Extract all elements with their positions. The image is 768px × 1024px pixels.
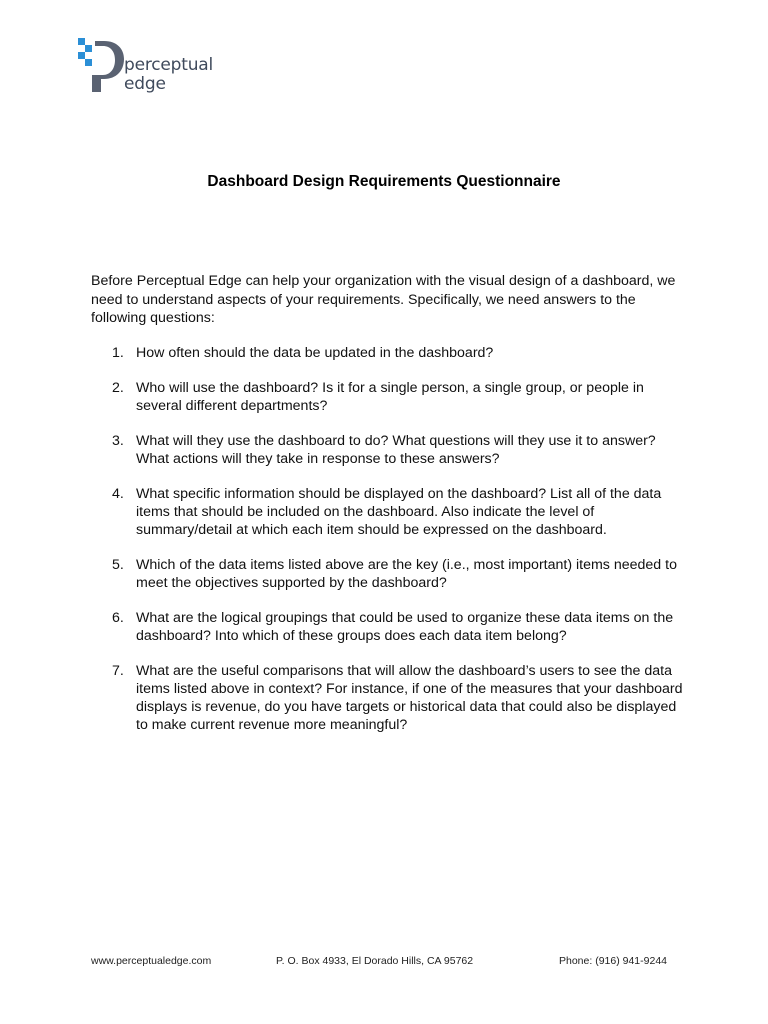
question-text: What will they use the dashboard to do? What questions will they use it to answer? What actions will they take in response to these answers? bbox=[136, 433, 656, 467]
question-text: What are the logical groupings that could be used to organize these data items on the dashboard? Into which of these groups does each data item belong? bbox=[136, 610, 674, 644]
question-item bbox=[91, 344, 691, 362]
intro-paragraph: Before Perceptual Edge can help your organization with the visual design of a dashboard, we need to understand aspects of your requirements. Specifically, we need answers to the following questions: bbox=[91, 273, 676, 326]
question-number: 4. bbox=[112, 486, 124, 502]
question-item bbox=[91, 662, 691, 734]
question-item bbox=[91, 485, 691, 539]
question-item bbox=[91, 379, 691, 415]
question-list bbox=[91, 344, 691, 751]
question-item bbox=[91, 609, 691, 645]
footer-address: P. O. Box 4933, El Dorado Hills, CA 95762 bbox=[276, 955, 474, 967]
company-logo bbox=[78, 38, 218, 98]
question-number: 3. bbox=[112, 433, 124, 449]
page-footer bbox=[0, 955, 768, 969]
logo-line-1: perceptual bbox=[124, 55, 214, 75]
footer-website: www.perceptualedge.com bbox=[91, 955, 212, 967]
question-number: 7. bbox=[112, 663, 124, 679]
question-item bbox=[91, 432, 691, 468]
question-text: What specific information should be displayed on the dashboard? List all of the data items that should be included on the dashboard. Also indicate the level of summary/detail at which each item should be expressed on the dashboard. bbox=[136, 486, 662, 538]
question-text: Which of the data items listed above are the key (i.e., most important) items needed to meet the objectives supported by the dashboard? bbox=[136, 557, 677, 591]
question-text: How often should the data be updated in the dashboard? bbox=[136, 345, 494, 361]
question-number: 5. bbox=[112, 557, 124, 573]
logo-wordmark bbox=[124, 56, 213, 94]
question-number: 1. bbox=[112, 345, 124, 361]
perceptual-edge-logo-icon bbox=[78, 38, 124, 94]
logo-line-2: edge bbox=[124, 74, 166, 94]
question-text: Who will use the dashboard? Is it for a single person, a single group, or people in several different departments? bbox=[136, 380, 644, 414]
footer-phone: Phone: (916) 941-9244 bbox=[559, 955, 667, 967]
document-title: Dashboard Design Requirements Questionnaire bbox=[207, 173, 561, 190]
question-number: 6. bbox=[112, 610, 124, 626]
question-number: 2. bbox=[112, 380, 124, 396]
question-text: What are the useful comparisons that will allow the dashboard’s users to see the data items listed above in context? For instance, if one of the measures that your dashboard displays is revenue, do you have targets or historical data that could also be displayed to make current revenue more meaningful? bbox=[136, 663, 683, 733]
question-item bbox=[91, 556, 691, 592]
